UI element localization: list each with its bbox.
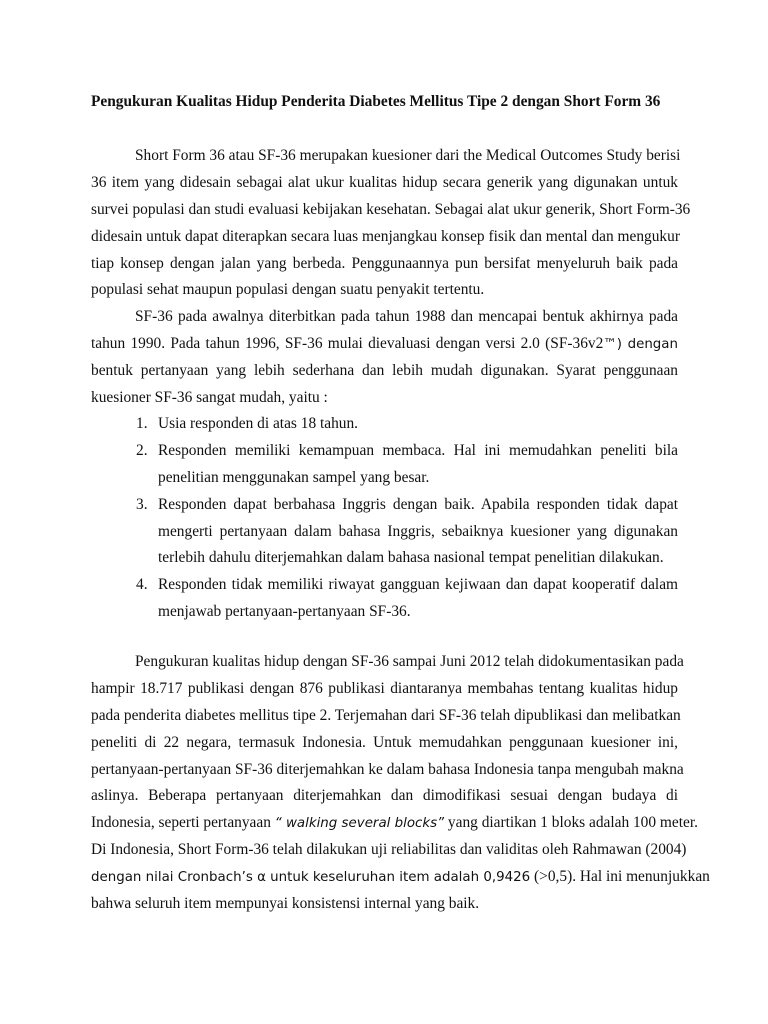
paragraph-line: peneliti di 22 negara, termasuk Indonesia. Untuk memudahkan penggunaan kuesioner ini,	[91, 733, 678, 751]
paragraph-line: bentuk pertanyaan yang lebih sederhana dan lebih mudah digunakan. Syarat penggunaan	[91, 361, 678, 379]
list-item	[136, 492, 678, 573]
paragraph-text: yang diartikan 1 bloks adalah 100 meter.	[444, 814, 698, 832]
paragraph-line: Short Form 36 atau SF-36 merupakan kuesioner dari the Medical Outcomes Study berisi	[135, 147, 681, 164]
paragraph-line: Di Indonesia, Short Form-36 telah dilakukan uji reliabilitas dan validitas oleh Rahmawan (2004)	[91, 841, 687, 859]
list-item-line: terlebih dahulu diterjemahkan dalam bahasa nasional tempat penelitian dilakukan.	[158, 549, 664, 567]
paragraph-line: kuesioner SF-36 sangat mudah, yaitu :	[91, 388, 328, 406]
paragraph-line: didesain untuk dapat diterapkan secara luas menjangkau konsep fisik dan mental dan mengukur	[91, 227, 680, 245]
paragraph-line: aslinya. Beberapa pertanyaan diterjemahkan dan dimodifikasi sesuai dengan budaya di	[91, 787, 678, 805]
list-item	[136, 572, 678, 626]
list-item-line: Responden memiliki kemampuan membaca. Hal ini memudahkan peneliti bila	[158, 441, 678, 459]
paragraph-line	[91, 810, 698, 837]
paragraph-text: Indonesia, seperti pertanyaan	[91, 814, 275, 832]
requirements-list	[136, 411, 678, 626]
paragraph-sf36-indonesia	[91, 649, 710, 918]
quoted-phrase: “ walking several blocks”	[274, 816, 445, 832]
cronbach-alpha-text: dengan nilai Cronbach’s α untuk keseluruhan item adalah 0,9426	[91, 870, 531, 886]
paragraph-line	[91, 864, 710, 891]
list-item-line: Usia responden di atas 18 tahun.	[158, 415, 359, 432]
trademark-text: ™) dengan	[603, 336, 679, 352]
list-item-number: 2.	[136, 441, 148, 459]
list-item-line: penelitian menggunakan sampel yang besar.	[158, 468, 430, 486]
paragraph-line: hampir 18.717 publikasi dengan 876 publikasi diantaranya membahas tentang kualitas hidup	[91, 679, 678, 697]
paragraph-text: (>0,5). Hal ini menunjukkan	[530, 868, 710, 886]
paragraph-line: 36 item yang didesain sebagai alat ukur kualitas hidup secara generik yang digunakan untuk	[91, 173, 678, 191]
paragraph-line: bahwa seluruh item mempunyai konsistensi internal yang baik.	[91, 895, 480, 913]
paragraph-sf36-intro	[91, 143, 691, 304]
list-item-number: 3.	[136, 495, 148, 513]
list-item-line: menjawab pertanyaan-pertanyaan SF-36.	[158, 603, 411, 621]
list-item-line: Responden dapat berbahasa Inggris dengan baik. Apabila responden tidak dapat	[158, 495, 678, 513]
paragraph-line: Pengukuran kualitas hidup dengan SF-36 sampai Juni 2012 telah didokumentasikan pada	[135, 653, 684, 670]
paragraph-line: SF-36 pada awalnya diterbitkan pada tahun 1988 dan mencapai bentuk akhirnya pada	[135, 308, 678, 325]
list-item-number: 4.	[136, 576, 148, 594]
list-item	[136, 438, 678, 492]
list-item-number: 1.	[136, 415, 148, 432]
list-item-line: Responden tidak memiliki riwayat gangguan kejiwaan dan dapat kooperatif dalam	[158, 576, 678, 594]
list-item	[136, 411, 678, 438]
document-title: Pengukuran Kualitas Hidup Penderita Diabetes Mellitus Tipe 2 dengan Short Form 36	[91, 93, 661, 110]
paragraph-line: survei populasi dan studi evaluasi kebijakan kesehatan. Sebagai alat ukur generik, Short Form-36	[91, 200, 691, 218]
list-item-line: mengerti pertanyaan dalam bahasa Inggris, sebaiknya kuesioner yang digunakan	[158, 522, 678, 540]
paragraph-line	[91, 331, 678, 358]
paragraph-line: pertanyaan-pertanyaan SF-36 diterjemahkan ke dalam bahasa Indonesia tanpa mengubah makna	[91, 760, 684, 778]
paragraph-line: tiap konsep dengan jalan yang berbeda. Penggunaannya pun bersifat menyeluruh baik pada	[91, 254, 678, 272]
paragraph-sf36-history	[91, 304, 678, 412]
paragraph-text: tahun 1990. Pada tahun 1996, SF-36 mulai dievaluasi dengan versi 2.0 (SF-36v2	[91, 334, 604, 352]
paragraph-line: populasi sehat maupun populasi dengan suatu penyakit tertentu.	[91, 281, 485, 299]
paragraph-line: pada penderita diabetes mellitus tipe 2. Terjemahan dari SF-36 telah dipublikasi dan melibatkan	[91, 706, 681, 724]
